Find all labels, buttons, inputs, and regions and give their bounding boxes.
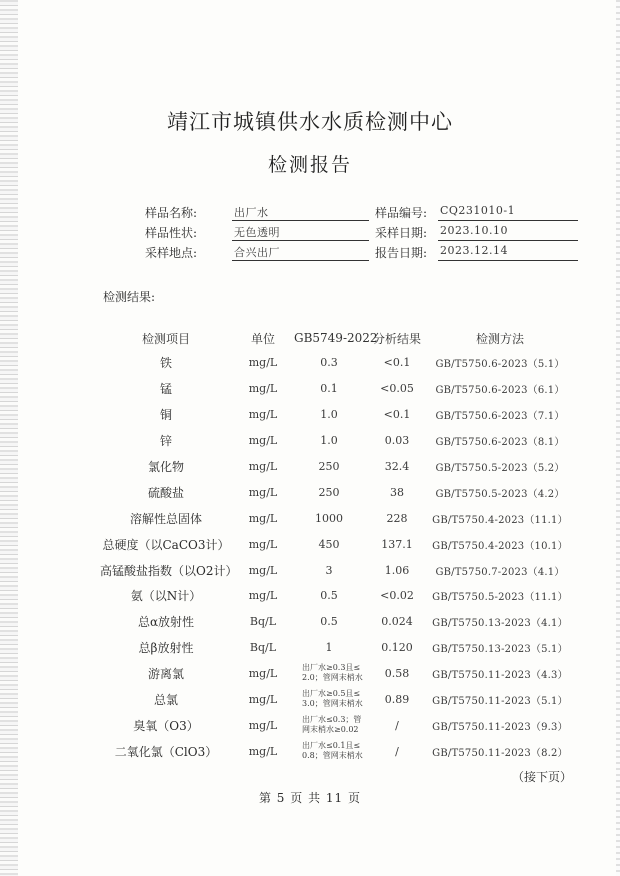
row-result: 0.024 [381, 615, 413, 629]
row-result: 0.58 [384, 667, 410, 681]
row-method: GB/T5750.6-2023（7.1） [435, 411, 565, 423]
row-method: GB/T5750.6-2023（6.1） [435, 385, 565, 397]
sample-state-label: 样品性状: [145, 226, 198, 240]
sample-location-label: 采样地点: [145, 246, 198, 260]
row-method: GB/T5750.6-2023（5.1） [435, 359, 565, 371]
row-result: 0.03 [384, 434, 410, 448]
page-mid: 页 共 [290, 791, 322, 805]
row-item: 锰 [159, 382, 172, 397]
row-result: / [395, 718, 399, 732]
table-row [100, 661, 570, 687]
row-unit: mg/L [248, 718, 278, 732]
row-limit: 3 [325, 563, 333, 577]
table-row [100, 505, 570, 531]
limit-line: 3.0；管网末梢水 [302, 699, 363, 709]
row-method: GB/T5750.7-2023（4.1） [435, 566, 565, 578]
limit-line: 0.8；管网末梢水 [302, 750, 363, 760]
table-row [100, 479, 570, 505]
row-method: GB/T5750.4-2023（10.1） [432, 540, 568, 552]
row-result: 0.120 [381, 641, 413, 655]
row-limit: 0.5 [320, 589, 338, 603]
row-unit: mg/L [248, 408, 278, 422]
row-limit [294, 687, 364, 713]
limit-text-block [302, 740, 363, 762]
row-unit: mg/L [248, 744, 278, 758]
row-limit: 1000 [315, 511, 343, 525]
sample-date-label: 采样日期: [375, 226, 428, 240]
row-method: GB/T5750.5-2023（11.1） [432, 592, 568, 604]
row-item: 总α放射性 [137, 615, 195, 630]
report-date-value: 2023.12.14 [438, 244, 578, 261]
table-row [100, 531, 570, 557]
table-row [100, 428, 570, 454]
row-unit: Bq/L [249, 641, 277, 655]
continued-note: （接下页） [512, 770, 573, 784]
row-unit: mg/L [248, 356, 278, 370]
row-result: <0.1 [383, 356, 411, 370]
row-method: GB/T5750.6-2023（8.1） [435, 437, 565, 449]
table-row [100, 376, 570, 402]
page-current: 5 [276, 791, 286, 805]
header-result: 分析结果 [372, 331, 421, 346]
row-method: GB/T5750.11-2023（5.1） [432, 696, 568, 708]
row-result: / [395, 744, 399, 758]
sample-name-label: 样品名称: [145, 206, 198, 220]
row-result: <0.05 [380, 382, 414, 396]
row-unit: mg/L [248, 511, 278, 525]
table-row [100, 557, 570, 583]
header-unit: 单位 [250, 331, 275, 346]
table-row [100, 635, 570, 661]
row-unit: mg/L [248, 460, 278, 473]
row-method: GB/T5750.11-2023（4.3） [432, 670, 568, 682]
sample-number-value: CQ231010-1 [438, 204, 578, 221]
row-limit [294, 712, 364, 738]
header-standard: GB5749-2022 [294, 331, 378, 345]
page-suffix: 页 [348, 791, 362, 805]
row-item: 铁 [159, 356, 172, 371]
row-item: 二氧化氯（ClO3） [114, 744, 218, 759]
results-label: 检测结果: [103, 290, 156, 304]
row-unit: mg/L [248, 485, 278, 499]
limit-text-block [302, 714, 362, 736]
row-limit: 1.0 [320, 408, 338, 422]
header-method: 检测方法 [475, 331, 524, 346]
row-limit: 250 [318, 485, 340, 499]
row-item: 氨（以N计） [130, 589, 202, 604]
row-item: 总硬度（以CaCO3计） [102, 537, 230, 552]
row-limit: 250 [318, 460, 340, 473]
row-method: GB/T5750.11-2023（8.2） [432, 747, 568, 759]
row-unit: mg/L [248, 382, 278, 396]
row-limit: 0.3 [320, 356, 338, 370]
table-header-row [100, 326, 570, 350]
row-result: <0.1 [383, 408, 411, 422]
row-item: 臭氧（O3） [133, 718, 199, 733]
row-limit: 1 [325, 641, 333, 655]
row-result: 228 [386, 511, 408, 525]
row-item: 总β放射性 [138, 641, 194, 656]
sample-info-row-2 [145, 224, 585, 242]
table-row [100, 738, 570, 764]
row-item: 游离氯 [147, 667, 184, 682]
header-item: 检测项目 [141, 331, 190, 346]
row-unit: Bq/L [249, 615, 277, 629]
limit-text-block [302, 663, 363, 684]
row-unit: mg/L [248, 589, 278, 603]
sample-state-value: 无色透明 [232, 224, 369, 241]
row-limit: 0.5 [320, 615, 338, 629]
row-result: 137.1 [381, 537, 413, 551]
row-unit: mg/L [248, 434, 278, 448]
row-result: 38 [390, 485, 404, 499]
sample-name-value: 出厂水 [232, 204, 369, 221]
page-number-footer [0, 789, 620, 806]
limit-line: 出厂水≥0.3且≤ [302, 663, 361, 673]
row-result: 1.06 [384, 563, 410, 577]
row-result: 0.89 [384, 693, 410, 707]
row-method: GB/T5750.5-2023（5.2） [435, 463, 565, 474]
row-limit [294, 661, 364, 687]
row-unit: mg/L [248, 563, 278, 577]
row-limit: 0.1 [320, 382, 338, 396]
table-row [100, 454, 570, 480]
row-item: 硫酸盐 [147, 485, 184, 500]
row-result: <0.02 [380, 589, 414, 603]
report-date-label: 报告日期: [375, 246, 428, 260]
table-row [100, 712, 570, 738]
limit-text-block [302, 689, 363, 710]
results-table [100, 326, 570, 764]
report-title: 检测报告 [267, 154, 352, 176]
limit-line: 2.0；管网末梢水 [302, 673, 363, 683]
row-method: GB/T5750.13-2023（5.1） [432, 644, 568, 656]
limit-line: 出厂水≤0.1且≤ [302, 740, 361, 750]
page-total: 11 [325, 791, 344, 805]
row-item: 锌 [159, 434, 172, 449]
table-row [100, 609, 570, 635]
row-unit: mg/L [248, 693, 278, 707]
sample-info-row-1 [145, 204, 585, 222]
sample-location-value: 合兴出厂 [232, 244, 369, 261]
row-item: 高锰酸盐指数（以O2计） [100, 563, 238, 578]
row-item: 氯化物 [147, 460, 184, 474]
row-limit: 450 [318, 537, 340, 551]
row-result: 32.4 [384, 460, 410, 473]
row-unit: mg/L [248, 667, 278, 681]
limit-line: 出厂水≥0.5且≤ [302, 689, 361, 699]
sample-number-label: 样品编号: [375, 206, 428, 220]
sample-info-row-3 [145, 244, 585, 262]
row-limit [294, 738, 364, 764]
table-row [100, 402, 570, 428]
page-prefix: 第 [258, 791, 272, 805]
row-item: 总氯 [153, 693, 178, 708]
table-row [100, 583, 570, 609]
organization-title: 靖江市城镇供水水质检测中心 [167, 110, 453, 134]
row-method: GB/T5750.5-2023（4.2） [435, 488, 565, 500]
row-item: 铜 [159, 408, 172, 423]
table-row [100, 350, 570, 376]
row-method: GB/T5750.13-2023（4.1） [432, 618, 568, 630]
row-method: GB/T5750.4-2023（11.1） [432, 514, 568, 526]
row-method: GB/T5750.11-2023（9.3） [432, 721, 568, 733]
limit-line: 出厂水≤0.3；管 [302, 714, 362, 724]
sample-date-value: 2023.10.10 [438, 224, 578, 241]
row-unit: mg/L [248, 537, 278, 551]
row-limit: 1.0 [320, 434, 338, 448]
row-item: 溶解性总固体 [129, 511, 202, 526]
table-row [100, 687, 570, 713]
limit-line: 网末梢水≥0.02 [302, 724, 359, 734]
